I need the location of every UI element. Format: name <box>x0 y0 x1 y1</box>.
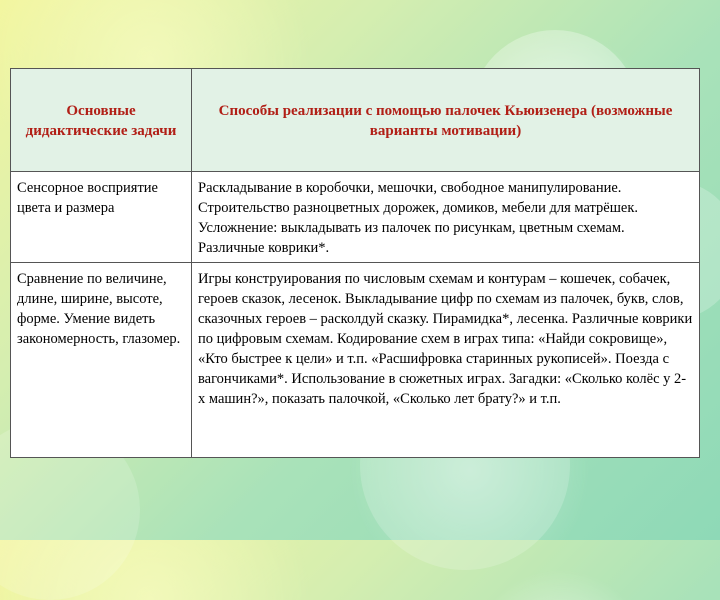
header-methods <box>192 69 700 172</box>
method-cell <box>192 263 700 458</box>
table-header-row <box>11 69 700 172</box>
header-tasks-label: Основные дидактические задачи <box>25 103 177 139</box>
table-row <box>11 263 700 458</box>
method-cell <box>192 172 700 263</box>
didactic-tasks-table <box>10 68 700 458</box>
header-tasks <box>11 69 192 172</box>
task-cell <box>11 172 192 263</box>
method-text: Игры конструирования по числовым схемам и контурам – кошечек, собачек, героев сказок, лесенок. Выкладывание цифр по схемам из палочек, букв, слов, сказочных героев – расколдуй сказку. Пирамидка*, лесенка. Различные коврики по цифровым схемам. Кодирование схем в играх типа: «Найди сокровище», «Кто быстрее к цели» и т.п. «Расшифровка старинных рукописей». Поезда с вагончиками*. Использование в сюжетных играх. Загадки: «Сколько колёс у 2-х машин?», показать палочкой, «Сколько лет брату?» и т.п. <box>198 271 693 407</box>
method-text: Раскладывание в коробочки, мешочки, свободное манипулирование. Строительство разноцветных дорожек, домиков, мебели для матрёшек. Усложнение: выкладывать из палочек по рисункам, цветным схемам. Различные коврики*. <box>198 180 638 256</box>
task-text: Сенсорное восприятие цвета и размера <box>17 180 158 216</box>
table-row <box>11 172 700 263</box>
task-cell <box>11 263 192 458</box>
task-text: Сравнение по величине, длине, ширине, высоте, форме. Умение видеть закономерность, глазомер. <box>17 271 181 347</box>
header-methods-label: Способы реализации с помощью палочек Кьюизенера (возможные варианты мотивации) <box>218 103 673 139</box>
